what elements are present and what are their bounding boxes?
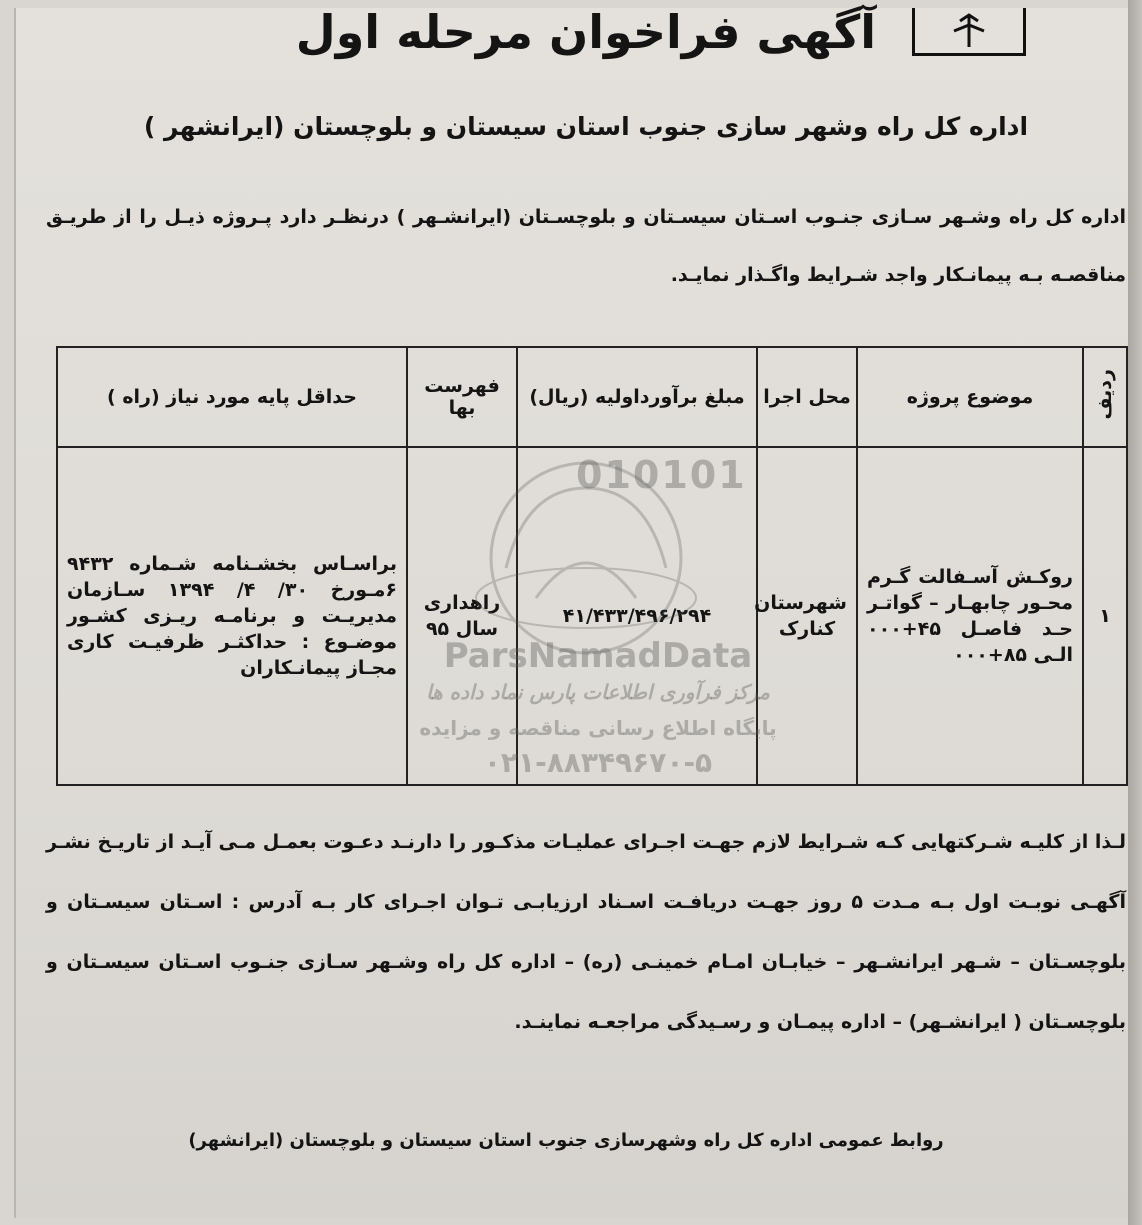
watermark-digits: 010101 (576, 453, 747, 497)
header-price-list: فهرست بها (407, 347, 517, 447)
intro-paragraph: اداره کل راه وشـهر سـازی جنـوب اسـتان سیسـتان و بلوچسـتان (ایرانشـهر ) درنظـر دارد پـروژه ذیـل را از طریـق مناقصـه بـه پیمانـکار واجد شـرایط واگـذار نمایـد. (46, 206, 1126, 286)
footer-signature: روابط عمومی اداره کل راه وشهرسازی جنوب استان سیستان و بلوچستان (ایرانشهر) (188, 1130, 944, 1151)
body-paragraph: لـذا از کلیـه شـرکتهایی کـه شـرایط لازم جهـت اجـرای عملیـات مذکـور را دارنـد دعـوت بعمـل مـی آیـد از تاریـخ نشـر آگهـی نوبـت اول بـه مـدت ۵ روز جهـت دریافـت اسـناد ارزیابـی تـوان اجـرای کار بـه آدرس : اسـتان سیسـتان و بلوچسـتان – شـهر ایرانشـهر – خیابـان امـام خمینـی (ره) – اداره کل راه وشـهر سـازی جنـوب اسـتان سیسـتان و بلوچسـتان ( ایرانشـهر) – اداره پیمـان و رسـیدگی مراجعـه نماینـد. (46, 831, 1126, 1033)
cell-subject: روکـش آسـفالت گـرم محـور چابهـار – گواتـر حـد فاصـل ۴۵+۰۰۰ الـی ۸۵+۰۰۰ (857, 447, 1083, 785)
cell-qualification: براسـاس بخشـنامه شـماره ۹۴۳۲ ۶مـورخ ۳۰/ ۴/ ۱۳۹۴ سـازمان مدیریـت و برنامـه ریـزی کشـور موضـوع : حداکثـر ظرفیـت کاری مجـاز پیمانـکاران (57, 447, 407, 785)
watermark-phone: ۰۲۱-۸۸۳۴۹۶۷۰-۵ (483, 746, 713, 779)
cell-row-number: ۱ (1083, 447, 1127, 785)
logo-emblem-icon (924, 11, 1014, 51)
header-amount: مبلغ برآورداولیه (ریال) (517, 347, 757, 447)
watermark-line1: مرکز فرآوری اطلاعات پارس نماد داده ها (426, 680, 770, 704)
header-subject: موضوع پروژه (857, 347, 1083, 447)
table-header-row (57, 347, 1127, 447)
header-qualification: حداقل پایه مورد نیاز (راه ) (57, 347, 407, 447)
announcement-title: آگهی فراخوان مرحله اول (295, 5, 876, 59)
header-row-number: ردیف (1083, 347, 1127, 447)
header-location: محل اجرا (757, 347, 857, 447)
watermark-brand: ParsNamadData (443, 636, 753, 676)
organization-title: اداره کل راه وشهر سازی جنوب استان سیستان و بلوچستان (ایرانشهر ) (143, 112, 1029, 141)
cell-price-list: راهداری سال ۹۵ (407, 447, 517, 785)
cell-amount: ۴۱/۴۳۳/۴۹۶/۲۹۴ (517, 447, 757, 785)
watermark-line2: پایگاه اطلاع رسانی مناقصه و مزایده (419, 716, 777, 740)
newspaper-page (14, 5, 1128, 1218)
cell-location: شهرستان کنارک (757, 447, 857, 785)
ministry-logo (912, 8, 1026, 56)
page-edge (1128, 0, 1142, 1225)
